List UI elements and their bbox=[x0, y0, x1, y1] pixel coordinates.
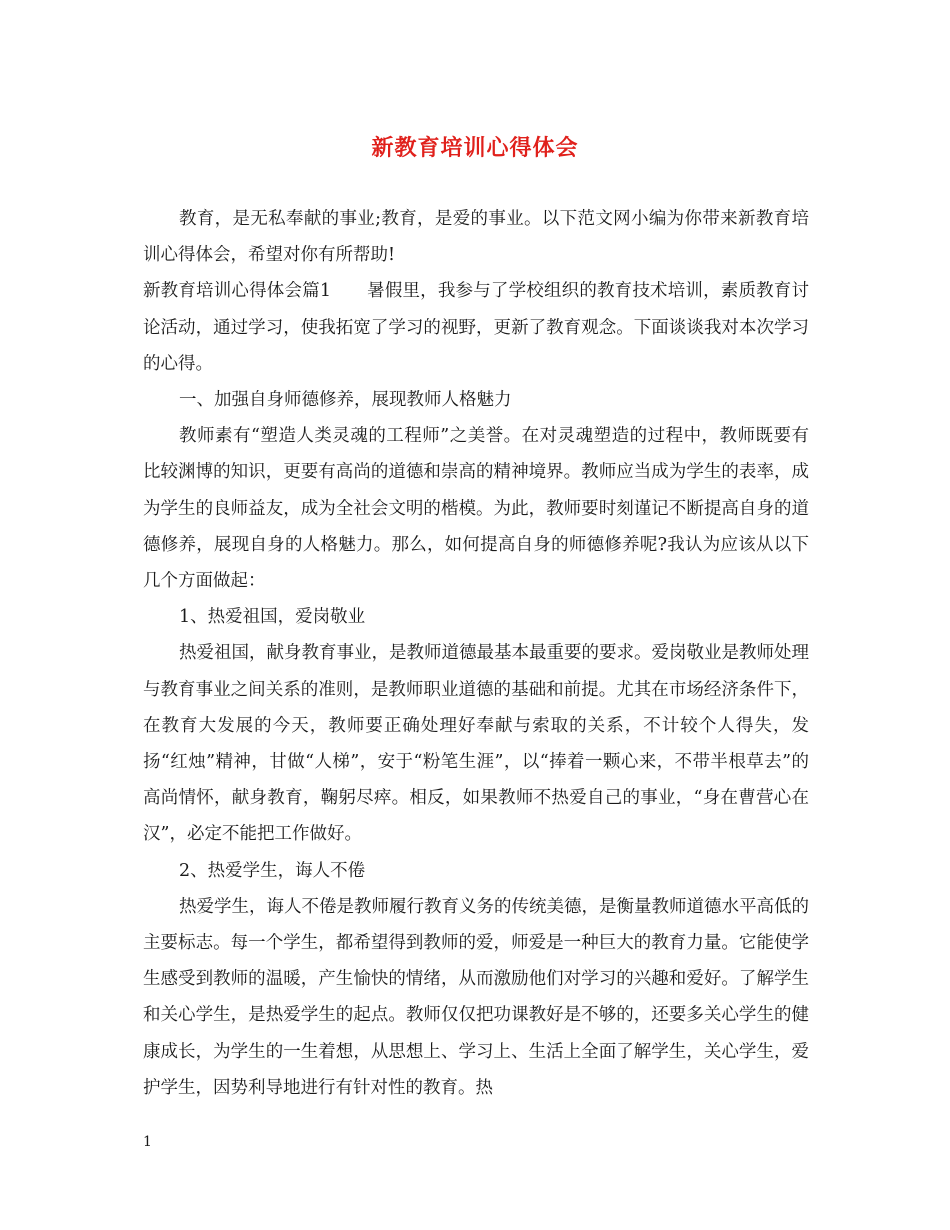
subheading-two: 2、热爱学生，诲人不倦 bbox=[179, 860, 366, 881]
section-text: 暑假里，我参与了学校组织的教育技术培训，素质教育讨论活动，通过学习，使我拓宽了学习的视野，更新了教育观念。下面谈谈我对本次学习的心得。 bbox=[143, 281, 809, 374]
paragraph-teacher-reputation: 教师素有“塑造人类灵魂的工程师”之美誉。在对灵魂塑造的过程中，教师既要有比较渊博的知识，更要有高尚的道德和崇高的精神境界。教师应当成为学生的表率，成为学生的良师益友，成为全社会文明的楷模。为此，教师要时刻谨记不断提高自身的道德修养，展现自身的人格魅力。那么，如何提高自身的师德修养呢?我认为应该从以下几个方面做起： bbox=[143, 426, 809, 592]
paragraph-love-students: 热爱学生，诲人不倦是教师履行教育义务的传统美德，是衡量教师道德水平高低的主要标志。每一个学生，都希望得到教师的爱，师爱是一种巨大的教育力量。它能使学生感受到教师的温暖，产生愉快的情绪，从而激励他们对学习的兴趣和爱好。了解学生和关心学生，是热爱学生的起点。教师仅仅把功课教好是不够的，还要多关心学生的健康成长，为学生的一生着想，从思想上、学习上、生活上全面了解学生，关心学生，爱护学生，因势利导地进行有针对性的教育。热 bbox=[143, 896, 809, 1098]
heading-one: 一、加强自身师德修养，展现教师人格魅力 bbox=[179, 390, 512, 411]
page-title: 新教育培训心得体会 bbox=[371, 135, 579, 161]
intro-paragraph: 教育，是无私奉献的事业;教育，是爱的事业。以下范文网小编为你带来新教育培训心得体会，希望对你有所帮助! bbox=[143, 209, 809, 266]
subheading-one: 1、热爱祖国，爱岗敬业 bbox=[179, 607, 366, 628]
section-lead: 新教育培训心得体会篇1 bbox=[143, 281, 331, 302]
document-body bbox=[143, 201, 809, 1106]
section-paragraph bbox=[143, 273, 809, 382]
paragraph-patriotism: 热爱祖国，献身教育事业，是教师道德最基本最重要的要求。爱岗敬业是教师处理与教育事业之间关系的准则，是教师职业道德的基础和前提。尤其在市场经济条件下，在教育大发展的今天，教师要正确处理好奉献与索取的关系，不计较个人得失，发扬“红烛”精神，甘做“人梯”，安于“粉笔生涯”，以“捧着一颗心来，不带半根草去”的高尚情怀，献身教育，鞠躬尽瘁。相反，如果教师不热爱自己的事业，“身在曹营心在汉”，必定不能把工作做好。 bbox=[143, 643, 809, 845]
page-number: 1 bbox=[143, 1134, 152, 1150]
